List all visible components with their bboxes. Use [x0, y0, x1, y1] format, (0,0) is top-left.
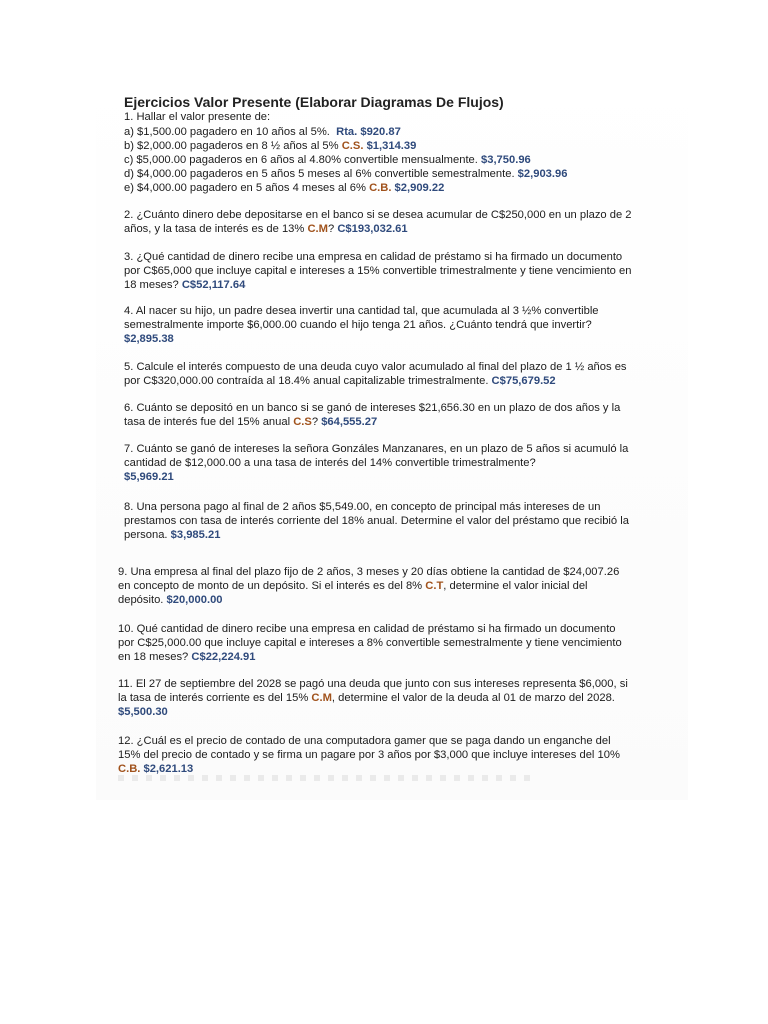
exercise-line — [124, 139, 416, 153]
exercise-line — [124, 278, 245, 292]
exercise-line — [118, 593, 223, 607]
exercise-line — [118, 622, 616, 636]
exercise-line — [124, 528, 220, 542]
exercise-line — [118, 705, 168, 719]
answer-value: C$193,032.61 — [337, 223, 408, 235]
answer-value: $3,750.96 — [481, 154, 531, 166]
exercise-line — [118, 579, 588, 593]
exercise-line — [118, 636, 622, 650]
exercise-line — [124, 456, 536, 470]
exercise-text-tail: , determine el valor inicial del — [443, 580, 588, 592]
exercise-text: prestamos con tasa de interés corriente del 18% anual. Determine el valor del préstamo que recibió la — [124, 515, 629, 527]
exercise-text: 18 meses? — [124, 279, 179, 291]
exercise-line — [124, 360, 627, 374]
exercise-text: en 18 meses? — [118, 651, 189, 663]
method-tag: C.M — [311, 692, 332, 704]
page-title: Ejercicios Valor Presente (Elaborar Diagramas De Flujos) — [124, 94, 504, 110]
answer-value: $2,903.96 — [517, 168, 568, 180]
exercise-text: persona. — [124, 529, 168, 541]
exercise-text: c) $5,000.00 pagaderos en 6 años al 4.80% convertible mensualmente. — [124, 154, 478, 166]
exercise-line — [124, 470, 174, 484]
method-tag: C.M — [307, 223, 328, 235]
exercise-text: 2. ¿Cuánto dinero debe depositarse en el banco si se desea acumular de C$250,000 en un plazo de 2 — [124, 209, 632, 221]
exercise-text: 1. Hallar el valor presente de: — [124, 111, 271, 123]
exercise-line — [124, 250, 622, 264]
faded-text-line — [118, 775, 538, 781]
method-tag: C.T — [425, 580, 444, 592]
exercise-line — [124, 208, 632, 222]
exercise-text: e) $4,000.00 pagadero en 5 años 4 meses al 6% — [124, 182, 366, 194]
exercise-line — [124, 500, 600, 514]
exercise-line — [124, 304, 599, 318]
answer-value: C$75,679.52 — [491, 375, 556, 387]
exercise-text: a) $1,500.00 pagadero en 10 años al 5%. — [124, 126, 330, 138]
exercise-text: 5. Calcule el interés compuesto de una deuda cuyo valor acumulado al final del plazo de 1 ½ años es — [124, 361, 627, 373]
exercise-line — [118, 734, 611, 748]
exercise-line — [118, 762, 193, 776]
answer-value: $2,621.13 — [143, 763, 194, 775]
exercise-line — [124, 401, 620, 415]
method-tag: C.B. — [369, 182, 392, 194]
answer-label: Rta. — [336, 126, 358, 138]
exercise-line — [118, 748, 620, 762]
exercise-text: 8. Una persona pago al final de 2 años $5,549.00, en concepto de principal más intereses de un — [124, 501, 601, 513]
exercise-text: 11. El 27 de septiembre del 2028 se pagó una deuda que junto con sus intereses representa $6,000, si — [118, 678, 628, 690]
exercise-text: 4. Al nacer su hijo, un padre desea invertir una cantidad tal, que acumulada al 3 ½% convertible — [124, 305, 599, 317]
exercise-text: en concepto de monto de un depósito. Si el interés es del 8% — [118, 580, 423, 592]
answer-value: $3,985.21 — [170, 529, 221, 541]
exercise-text: 15% del precio de contado y se firma un pagare por 3 años por $3,000 que incluye intereses del 10% — [118, 749, 620, 761]
exercise-line — [124, 181, 444, 195]
question-mark: ? — [311, 416, 319, 428]
exercise-text: depósito. — [118, 594, 164, 606]
exercise-text: cantidad de $12,000.00 a una tasa de interés del 14% convertible trimestralmente? — [124, 457, 536, 469]
exercise-line — [118, 565, 619, 579]
exercise-text: 6. Cuánto se depositó en un banco si se ganó de intereses $21,656.30 en un plazo de dos años y la — [124, 402, 621, 414]
exercise-text: años, y la tasa de interés es de 13% — [124, 223, 305, 235]
exercise-line — [118, 677, 628, 691]
exercise-text: 3. ¿Qué cantidad de dinero recibe una empresa en calidad de préstamo si ha firmado un documento — [124, 251, 623, 263]
method-tag: C.B. — [118, 763, 141, 775]
method-tag: C.S. — [341, 140, 364, 152]
exercise-line — [124, 167, 567, 181]
exercise-line — [118, 650, 255, 664]
exercise-line — [124, 110, 270, 124]
exercise-text: por C$65,000 que incluye capital e intereses a 15% convertible trimestralmente y tiene vencimiento en — [124, 265, 632, 277]
exercise-text: por C$320,000.00 contraída al 18.4% anual capitalizable trimestralmente. — [124, 375, 489, 387]
exercise-line — [124, 153, 531, 167]
exercise-line — [118, 691, 615, 705]
exercise-text: 7. Cuánto se ganó de intereses la señora Gonzáles Manzanares, en un plazo de 5 años si acumuló la — [124, 443, 629, 455]
exercise-text: 9. Una empresa al final del plazo fijo de 2 años, 3 meses y 20 días obtiene la cantidad de $24,007.26 — [118, 566, 620, 578]
exercise-text: por C$25,000.00 que incluye capital e intereses a 8% convertible semestralmente y tiene vencimiento — [118, 637, 622, 649]
answer-value: $1,314.39 — [366, 140, 417, 152]
answer-value: C$52,117.64 — [181, 279, 246, 291]
answer-value: $2,909.22 — [394, 182, 445, 194]
exercise-text: 10. Qué cantidad de dinero recibe una empresa en calidad de préstamo si ha firmado un documento — [118, 623, 616, 635]
answer-value: $20,000.00 — [166, 594, 223, 606]
exercise-line — [124, 318, 592, 332]
exercise-text: 12. ¿Cuál es el precio de contado de una computadora gamer que se paga dando un enganche del — [118, 735, 611, 747]
exercise-line — [124, 374, 556, 388]
answer-value: $2,895.38 — [124, 333, 174, 345]
method-tag: C.S — [293, 416, 312, 428]
exercise-line — [124, 332, 174, 346]
exercise-text: b) $2,000.00 pagaderos en 8 ½ años al 5% — [124, 140, 339, 152]
exercise-line — [124, 264, 631, 278]
answer-value: $5,969.21 — [124, 471, 174, 483]
question-mark: ? — [327, 223, 335, 235]
exercise-line — [124, 415, 377, 429]
answer-value: $5,500.30 — [118, 706, 168, 718]
exercise-line — [124, 125, 401, 139]
exercise-text: semestralmente importe $6,000.00 cuando el hijo tenga 21 años. ¿Cuánto tendrá que invertir? — [124, 319, 592, 331]
exercise-line — [124, 514, 629, 528]
exercise-text: tasa de interés fue del 15% anual — [124, 416, 291, 428]
exercise-line — [124, 442, 628, 456]
exercise-text: la tasa de interés corriente es del 15% — [118, 692, 309, 704]
exercise-line — [124, 222, 408, 236]
answer-value: $64,555.27 — [321, 416, 378, 428]
exercise-text: d) $4,000.00 pagaderos en 5 años 5 meses al 6% convertible semestralmente. — [124, 168, 515, 180]
answer-value: C$22,224.91 — [191, 651, 256, 663]
exercise-text-tail: , determine el valor de la deuda al 01 de marzo del 2028. — [331, 692, 615, 704]
answer-value: $920.87 — [360, 126, 401, 138]
